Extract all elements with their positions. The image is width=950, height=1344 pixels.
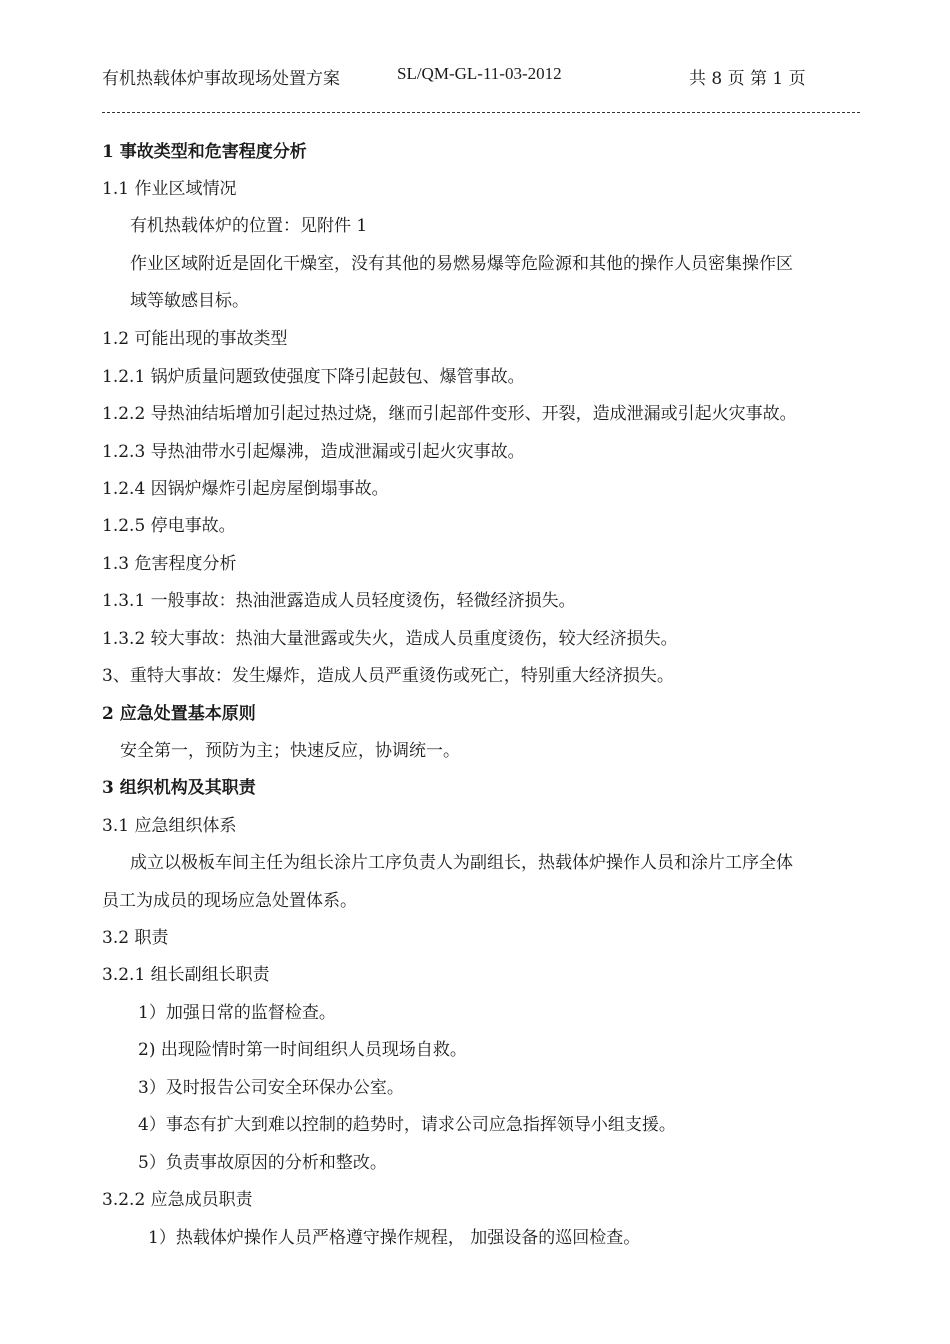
paragraph-line: 员工为成员的现场应急处置体系。 bbox=[102, 891, 357, 911]
document-code: SL/QM-GL-11-03-2012 bbox=[397, 64, 562, 83]
page-header bbox=[102, 64, 862, 90]
subsection-heading: 3.2 职责 bbox=[102, 928, 169, 948]
document-title: 有机热载体炉事故现场处置方案 bbox=[102, 69, 340, 89]
list-item: 1.3.1 一般事故：热油泄露造成人员轻度烫伤，轻微经济损失。 bbox=[102, 591, 576, 611]
subsection-heading: 3.2.2 应急成员职责 bbox=[102, 1190, 253, 1210]
list-item: 3）及时报告公司安全环保办公室。 bbox=[138, 1078, 404, 1098]
section-heading: 1 事故类型和危害程度分析 bbox=[102, 142, 307, 162]
section-heading: 3 组织机构及其职责 bbox=[102, 778, 256, 798]
list-item: 5）负责事故原因的分析和整改。 bbox=[138, 1153, 387, 1173]
list-item: 1）加强日常的监督检查。 bbox=[138, 1003, 336, 1023]
list-item: 1.3.2 较大事故：热油大量泄露或失火，造成人员重度烫伤，较大经济损失。 bbox=[102, 629, 678, 649]
list-item: 3、重特大事故：发生爆炸，造成人员严重烫伤或死亡，特别重大经济损失。 bbox=[102, 666, 674, 686]
subsection-heading: 3.2.1 组长副组长职责 bbox=[102, 965, 270, 985]
page-count: 共 8 页 第 1 页 bbox=[689, 69, 806, 89]
list-item: 1.2.1 锅炉质量问题致使强度下降引起鼓包、爆管事故。 bbox=[102, 367, 525, 387]
section-heading: 2 应急处置基本原则 bbox=[102, 704, 256, 724]
subsection-heading: 3.1 应急组织体系 bbox=[102, 816, 237, 836]
paragraph-line: 安全第一，预防为主；快速反应，协调统一。 bbox=[120, 741, 460, 761]
list-item: 1）热载体炉操作人员严格遵守操作规程， 加强设备的巡回检查。 bbox=[148, 1228, 641, 1248]
paragraph-line: 成立以极板车间主任为组长涂片工序负责人为副组长，热载体炉操作人员和涂片工序全体 bbox=[130, 853, 793, 873]
paragraph-line: 有机热载体炉的位置：见附件 1 bbox=[130, 216, 368, 236]
list-item: 1.2.3 导热油带水引起爆沸，造成泄漏或引起火灾事故。 bbox=[102, 442, 525, 462]
list-item: 1.2.2 导热油结垢增加引起过热过烧，继而引起部件变形、开裂，造成泄漏或引起火灾事故。 bbox=[102, 404, 797, 424]
list-item: 1.2.4 因锅炉爆炸引起房屋倒塌事故。 bbox=[102, 479, 389, 499]
list-item: 1.2.5 停电事故。 bbox=[102, 516, 236, 536]
list-item: 2) 出现险情时第一时间组织人员现场自救。 bbox=[138, 1040, 467, 1060]
subsection-heading: 1.1 作业区域情况 bbox=[102, 179, 237, 199]
header-divider bbox=[102, 112, 860, 113]
list-item: 4）事态有扩大到难以控制的趋势时，请求公司应急指挥领导小组支援。 bbox=[138, 1115, 676, 1135]
paragraph-line: 域等敏感目标。 bbox=[130, 291, 249, 311]
paragraph-line: 作业区域附近是固化干燥室，没有其他的易燃易爆等危险源和其他的操作人员密集操作区 bbox=[130, 254, 793, 274]
subsection-heading: 1.3 危害程度分析 bbox=[102, 554, 237, 574]
subsection-heading: 1.2 可能出现的事故类型 bbox=[102, 329, 288, 349]
